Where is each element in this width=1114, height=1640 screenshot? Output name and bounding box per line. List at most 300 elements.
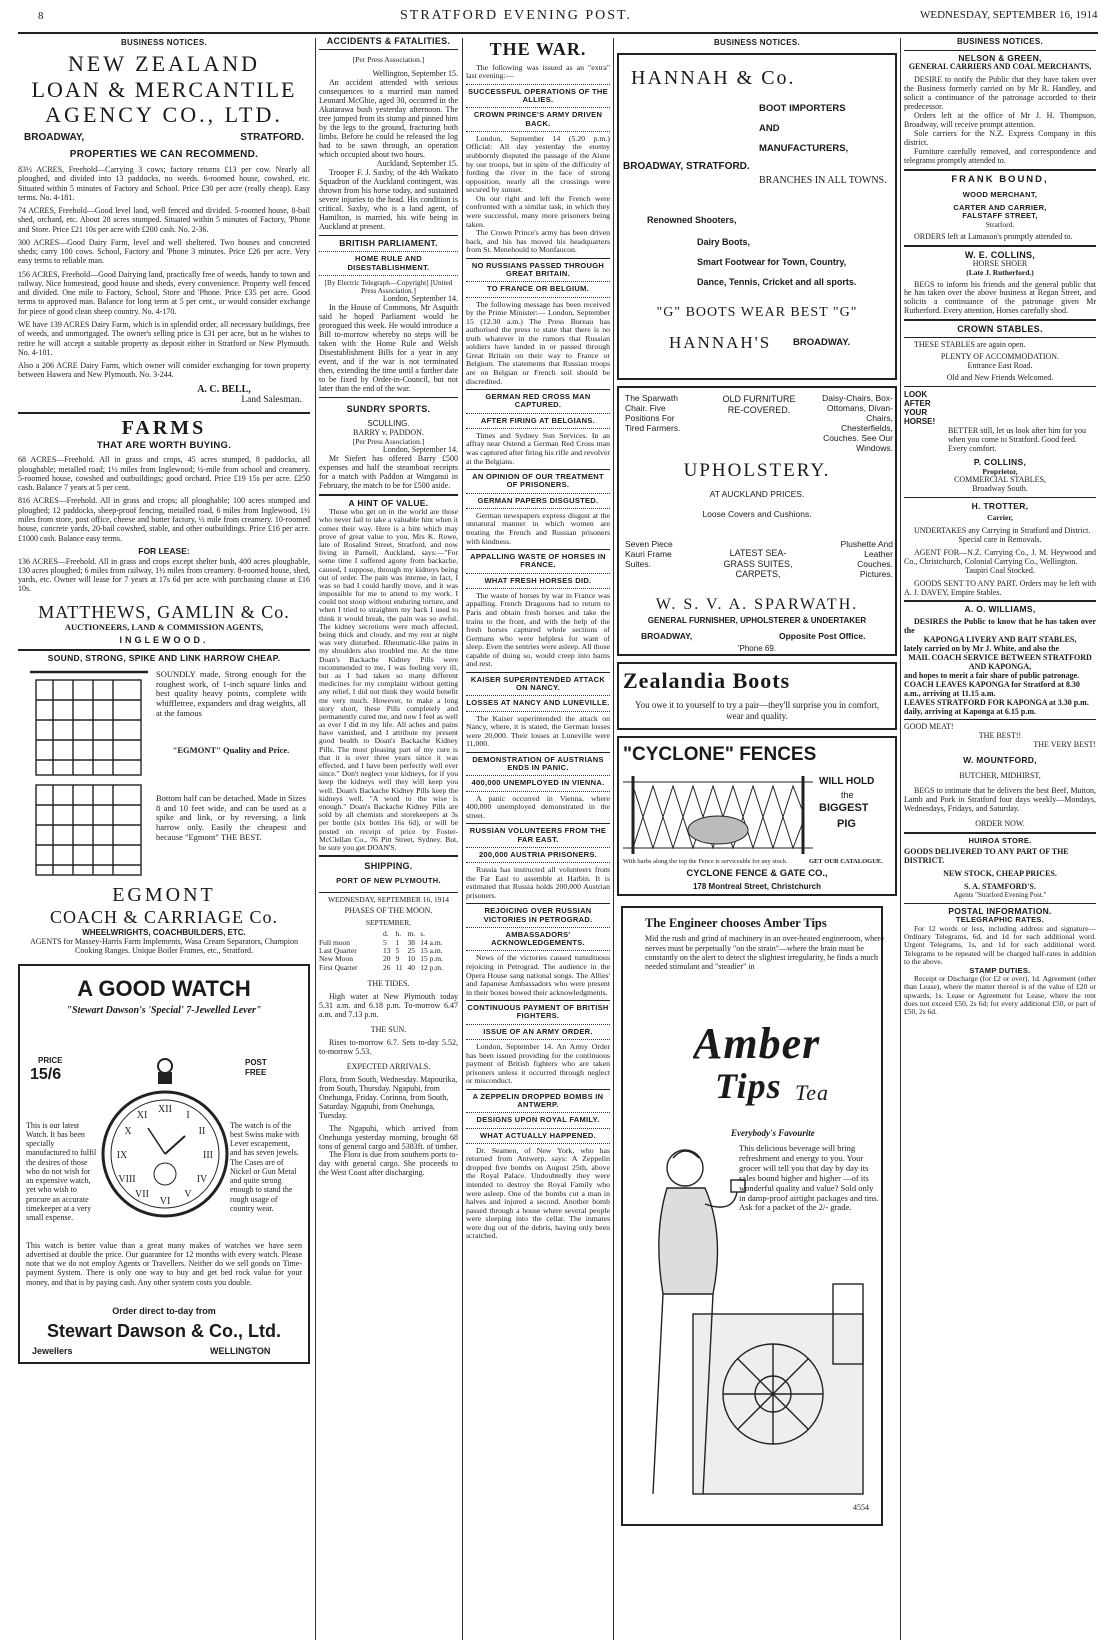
phone-number: 'Phone 69.	[737, 644, 776, 654]
sparwath-chair: The Sparwath Chair. Five Positions For Tired Farmers.	[625, 394, 681, 433]
engineer-illustration	[633, 1144, 883, 1514]
page-mark: 8	[38, 10, 44, 22]
divider	[904, 169, 1096, 171]
late-rutherford: (Late J. Rutherford.)	[966, 268, 1034, 278]
news-text: The Kaiser superintended the attack on Nancy, where, it is stated, the German losses were 20,000. Their losses at Luneville were 11,000.	[466, 713, 610, 749]
boot-line-1: Renowned Shooters,	[647, 215, 737, 226]
news-heading: REJOICING OVER RUSSIAN VICTORIES IN PETROGRAD.	[483, 906, 593, 924]
we-collins-text: BEGS to inform his friends and the general public that he has taken over the above business at Regan Street, and solicits a continuance of the patronage given Mr Rutherford. Every attention, Horses carefully shod.	[904, 279, 1096, 316]
arrivals-text-2: The Ngapuhi, which arrived from Onehunga yesterday morning, brought 68 tons of general cargo and 5383ft. of timber.	[319, 1123, 458, 1151]
divider	[466, 389, 610, 390]
good-meat: GOOD MEAT!	[904, 722, 954, 732]
shipping-heading: SHIPPING.	[364, 861, 413, 872]
nelson-green-trade: GENERAL CARRIERS AND COAL MERCHANTS,	[908, 62, 1092, 72]
williams-text: LEAVES STRATFORD FOR KAPONGA at 3.30 p.m. daily, arriving at Kaponga at 6.15 p.m.	[904, 697, 1089, 716]
divider	[18, 412, 310, 414]
svg-text:VI: VI	[159, 1195, 171, 1207]
huiroa-text: GOODS DELIVERED TO ANY PART OF THE DISTRICT.	[904, 847, 1069, 865]
news-heading: AMBASSADORS' ACKNOWLEDGEMENTS.	[491, 929, 585, 948]
wellington: WELLINGTON	[210, 1345, 271, 1356]
loose-covers: Loose Covers and Cushions.	[702, 510, 812, 520]
news-heading: WHAT ACTUALLY HAPPENED.	[479, 1130, 597, 1140]
table-header: d.	[383, 929, 389, 939]
divider	[466, 1024, 610, 1025]
divider	[319, 892, 458, 893]
property-item: Also a 206 ACRE Dairy Farm, which owner will consider exchanging for town property between Hawera and New Plymouth. No. 3-244.	[18, 361, 310, 380]
accidents-heading: ACCIDENTS & FATALITIES.	[326, 36, 451, 46]
divider	[466, 413, 610, 414]
crown-stables-text: PLENTY OF ACCOMMODATION.	[940, 352, 1060, 362]
divider	[319, 855, 458, 857]
divider	[466, 927, 610, 928]
news-heading: GERMAN RED CROSS MAN CAPTURED.	[485, 392, 591, 410]
parliament-text: In the House of Commons, Mr Asquith said he hoped Parliament would be prorogued this week. He would introduce a Bill to-morrow whereby no steps will be taken with the Home Rule and Welsh Disestablishment Bills for a year in any event, and if the war is not terminated then, extending the time until a further date to be fixed by Order-in-Council, but not later than the end of the war.	[319, 303, 458, 393]
tides-heading: THE TIDES.	[367, 979, 410, 989]
crown-stables-text: THESE STABLES are again open.	[914, 340, 1026, 350]
news-text: London, September 14 (5.20 p.m.) Official: All day yesterday the enemy stubbornly disputed the passage of the Aisne by our troops, but in spite of the difficulty of fording the river in the face of strong opposition, nearly all the crossings were secured by sunset.	[466, 133, 610, 195]
williams-text: DESIRES the Public to know that he has taken over the	[904, 616, 1096, 635]
nelson-green-text: DESIRE to notify the Public that they have taken over the Business formerly carried on by Mr R. Handley, and solicit a continuance of the patronage accorded to their predecessor.	[904, 75, 1096, 112]
we-collins: W. E. COLLINS,	[964, 250, 1036, 261]
sparwath-ad	[617, 386, 897, 656]
press-association: [Per Press Association.]	[352, 55, 425, 65]
column-2	[319, 36, 458, 1636]
nzl-title-3: AGENCY CO., LTD.	[45, 102, 283, 128]
hannahs: HANNAH'S	[669, 333, 772, 353]
zealandia-title: Zealandia Boots	[623, 668, 791, 694]
divider	[18, 649, 310, 651]
carrier: Carrier,	[987, 513, 1013, 523]
accident-2: Trooper F. J. Saxby, of the 4th Waikato Squadron of the Auckland contingent, was thrown from his horse today, and sustained severe injuries to the head. His condition is critical. Saxby, who is a land agent, of Hamilton, is married, his wife being in Auckland at present.	[319, 167, 458, 231]
sports-heading: SUNDRY SPORTS.	[346, 403, 431, 414]
look-after-horse: LOOK AFTER YOUR HORSE!	[904, 390, 936, 427]
watch-left-text: This is our latest Watch. It has been specially manufactured to fulfil the desires of those who do not wish for an expensive watch, yet who wish to procure an accurate timekeeper at a very small expense.	[26, 1120, 97, 1223]
crown-stables-text: Old and New Friends Welcomed.	[946, 373, 1054, 383]
frank-bound-text: ORDERS left at Lamason's promptly attended to.	[914, 232, 1073, 242]
commercial-stables: COMMERCIAL STABLES,	[954, 474, 1046, 484]
svg-text:IV: IV	[196, 1173, 208, 1185]
post-label: POST	[245, 1057, 267, 1067]
parliament-heading: BRITISH PARLIAMENT.	[339, 237, 438, 248]
properties-heading: PROPERTIES WE CAN RECOMMEND.	[69, 149, 259, 161]
zealandia-ad	[617, 662, 897, 730]
telegraphic-rates: TELEGRAPHIC RATES.	[955, 915, 1045, 925]
nelson-green-text: Sole carriers for the N.Z. Express Company in this district.	[904, 129, 1096, 148]
zealandia-text: You owe it to yourself to try a pair—they'll surprise you in comfort, wear and quality.	[635, 700, 879, 721]
column-5	[904, 36, 1096, 1636]
sun-text: Rises to-morrow 6.7. Sets to-day 5.52, to-morrow 5.53.	[319, 1037, 458, 1056]
boot-and: AND	[759, 123, 780, 135]
property-item: 74 ACRES, Freehold—Good level land, well fenced and divided. 5-roomed house, 8-bail shed, orchard, etc. About 28 acres stumped. Situated within 5 minutes of Factory, 'Phone and Store. Price £21 10s per acre with £200 cash. No. 2-36.	[18, 206, 310, 234]
divider	[466, 695, 610, 696]
harrow-text-2: Bottom half can be detached. Made in Sizes 8 and 10 feet wide, and can be used as a spike and link, or by reversing, a link harrow only. Easily the cheapest and because "Egmont" THE BEST.	[156, 793, 306, 843]
divider	[466, 791, 610, 792]
cyclone-address: 178 Montreal Street, Christchurch	[692, 882, 822, 892]
postal-text: For 12 words or less, including address and signature— Ordinary Telegrams, 6d, and 1d for each additional word. Urgent Telegrams, 1s, and 1d for each additional word. Telegrams to be repeated will be charged half-rates in addition to the above.	[904, 923, 1096, 967]
hint-text: Those who get on in the world are those who never fail to take a valuable hint when it comes their way. Here is a hint which may prove of great value to you. Mrs K. Rowe, late of Rosalind Street, Stratford, and now living in Parnell, Auckland, says:—"For some time I suffered agony from backache, caused, I suppose, through my kidneys being out of order. The pain was intense, in fact, I was so bad I could hardly move, and it was impossible for me to attend to my work. I could not stoop without enduring torture, and when I tried to straighten my back I used to think it would break, the pain was so awful. The kidney secretions were much affected, being thick and cloudy, and my rest at night was very disturbed. Rheumatic-like pains in my shoulders also troubled me. At the time Doan's Backache Kidney Pills were recommended to me, I was feeling very ill, but as I had taken so many different medicines for my complaint without getting any relief, I did not think they would benefit me very much. However, to make a long story short, these Pills completely and permanently cured me, and now I feel as well as ever I did in my life. All aches and pains have vanished, and I attribute my present good health to Doan's Backache Kidney Pills. The most pleasing part of my cure is that it is over three years since it was effected, and I have been perfectly well ever since." Don't neglect your kidneys, for if you keep the kidneys well they will keep you well. Doan's Backache Kidney Pills keep the kidneys well. "A word to the wise is enough." Doan's Backache Kidney Pills are sold by all chemists and storekeepers at 3s per bottle (six bottles 16s 6d), or will be posted on receipt of price by Foster-McClellan Co., 76 Pitt Street, Sydney. But, be sure you get DOAN'S.	[319, 507, 458, 852]
egmont-title: EGMONT	[112, 883, 216, 906]
lease-heading: FOR LEASE:	[138, 545, 190, 556]
plushette: Plushette And Leather Couches. Pictures.	[840, 540, 893, 579]
divider	[466, 297, 610, 298]
table-cell: New Moon	[319, 954, 353, 964]
harrow-quality: "EGMONT" Quality and Price.	[172, 745, 290, 755]
nzl-title-1: NEW ZEALAND	[67, 51, 261, 77]
moon-heading: PHASES OF THE MOON.	[344, 905, 433, 915]
war-intro: The following was issued as an "extra" last evening:—	[466, 62, 610, 81]
nzl-title-2: LOAN & MERCANTILE	[31, 76, 297, 102]
news-heading: ISSUE OF AN ARMY ORDER.	[483, 1026, 593, 1036]
p-collins: P. COLLINS,	[973, 457, 1027, 468]
harrow-ad	[18, 664, 310, 894]
wood-merchant: WOOD MERCHANT,	[962, 189, 1038, 199]
news-heading: LOSSES AT NANCY AND LUNEVILLE.	[466, 698, 610, 708]
free-label: FREE	[245, 1067, 267, 1077]
divider	[319, 251, 458, 252]
divider	[466, 823, 610, 824]
williams-text: lately carried on by Mr J. White, and also the	[904, 643, 1060, 653]
svg-text:4554: 4554	[853, 1503, 869, 1513]
farm-item: 816 ACRES—Freehold. All in grass and crops; all ploughable; 100 acres stumped and ploughed; 12 paddocks, sheep-proof fencing, metalled road, 6 miles from Inglewood, 1½ miles from store, post office, cheese and butter factory, ½ mile from creamery. 10-roomed house, concrete yards, 20-bail cowshed, stable, and other outbuildings. Price £16 per acre. £1000 cash. Balance easy terms.	[18, 496, 310, 543]
column-1	[18, 36, 310, 1636]
trotter-text: Special care in Removals.	[958, 534, 1042, 544]
w-mountford: W. MOUNTFORD,	[963, 755, 1037, 766]
watch-price: 15/6	[30, 1065, 62, 1083]
crown-stables: CROWN STABLES.	[957, 324, 1043, 335]
cyclone-ad	[617, 736, 897, 896]
boot-line-4: Dance, Tennis, Cricket and all sports.	[697, 277, 857, 288]
butcher-midhirst: BUTCHER, MIDHIRST,	[959, 770, 1041, 780]
news-text: Times and Sydney Sun Services. In an affray near Ostend a German Red Cross man was captured after firing his rifle and revolver at the Belgians.	[466, 430, 610, 466]
stewart-dawson: Stewart Dawson & Co., Ltd.	[46, 1320, 282, 1341]
harrow-heading: SOUND, STRONG, SPIKE AND LINK HARROW CHEAP.	[47, 652, 281, 663]
column-rule	[900, 38, 901, 1640]
watch-subtitle: "Stewart Dawson's 'Special' 7-Jewelled Lever"	[66, 1005, 262, 1017]
table-row	[319, 964, 458, 972]
news-heading: AFTER FIRING AT BELGIANS.	[480, 415, 596, 425]
table-cell: 25	[407, 946, 415, 956]
divider	[466, 950, 610, 951]
huiroa-store: HUIROA STORE.	[968, 835, 1032, 845]
property-item: 156 ACRES, Freehold—Good Dairying land, practically free of weeds, handy to town and railway. Nice homestead, good house and sheds, every convenience. Property well fenced and divided. One mile to Factory, School, Store and 'Phone. Price £35 per acre. Good terms to approved man. Balance for long term at 5 per cent., or would consider exchange for piece of good clean sheep country. No. 4-170.	[18, 269, 310, 316]
war-title: THE WAR.	[489, 39, 587, 59]
look-after-text: BETTER still, let us look after him for you when you come to Stratford. Good feed. Every comfort.	[948, 426, 1086, 454]
news-heading: DESIGNS UPON ROYAL FAMILY.	[476, 1115, 600, 1125]
news-heading: CONTINUOUS PAYMENT OF BRITISH FIGHTERS.	[467, 1003, 609, 1021]
the-very-best: THE VERY BEST!	[1033, 740, 1096, 750]
nzl-address	[24, 132, 304, 144]
table-header: m.	[407, 929, 416, 939]
divider	[319, 235, 458, 236]
opposite-post-office: Opposite Post Office.	[779, 632, 866, 642]
farms-list	[18, 455, 310, 542]
table-cell: 13	[383, 946, 391, 956]
sculling-heading: SCULLING.	[367, 418, 410, 428]
press-association: [Per Press Association.]	[352, 436, 425, 446]
news-heading: TO FRANCE OR BELGIUM.	[487, 284, 589, 294]
order-now: ORDER NOW.	[975, 818, 1025, 828]
ao-williams: A. O. WILLIAMS,	[964, 604, 1036, 615]
jewellers: Jewellers	[32, 1345, 73, 1356]
divider	[904, 497, 1096, 498]
paper-date: WEDNESDAY, SEPTEMBER 16, 1914	[920, 9, 1098, 21]
svg-text:VIII: VIII	[118, 1173, 136, 1185]
trotter-text: Taupiri Coal Stocked.	[965, 565, 1035, 575]
dateline: Auckland, September 15.	[376, 159, 458, 168]
divider	[466, 588, 610, 589]
agent-title: Land Salesman.	[241, 395, 302, 406]
amber-text: Mid the rush and grind of machinery in an over-heated engineroom, where nerves must be perpetually "on the strain"—where the brain must be constantly on the alert to detect the slightest irregularity, he finds a much needed stimulant and "steadier" in	[645, 934, 884, 972]
dateline: London, September 14.	[382, 294, 458, 304]
amber-tea: Tea	[795, 1080, 829, 1106]
lease-text: 136 ACRES—Freehold. All in grass and crops except shelter bush, 400 acres ploughable, 130 acres ploughed; 6 miles from railway, 1½ miles from creamery. 8-roomed house, shed, yards, etc. Owner will lease for 7 years at 17s 6d per acre with purchasing clause at £16 10s.	[18, 556, 310, 594]
svg-text:V: V	[184, 1188, 192, 1200]
news-heading: KAISER SUPERINTENDED ATTACK ON NANCY.	[470, 674, 606, 693]
cyclone-pig: PIG	[837, 818, 856, 831]
amber-tips: Tips	[715, 1066, 782, 1107]
huiroa-text: NEW STOCK, CHEAP PRICES.	[943, 868, 1057, 878]
recovered: OLD FURNITURE RE-COVERED.	[722, 394, 796, 415]
williams-text: and hopes to merit a fair share of public patronage.	[904, 670, 1080, 680]
news-heading: DEMONSTRATION OF AUSTRIANS ENDS IN PANIC.	[472, 754, 604, 773]
divider	[466, 847, 610, 848]
look-after-ad	[904, 391, 1096, 454]
divider	[466, 107, 610, 108]
table-cell: 14 a.m.	[420, 937, 443, 947]
boot-manufacturers: MANUFACTURERS,	[759, 143, 849, 155]
column-rule	[315, 38, 316, 1640]
table-cell: Last Quarter	[319, 946, 357, 956]
cyclone-will-hold: WILL HOLD	[819, 776, 875, 788]
horse-shoer: HORSE SHOER	[972, 259, 1028, 269]
svg-text:II: II	[198, 1125, 206, 1137]
column-rule	[613, 38, 614, 1640]
divider	[466, 1143, 610, 1144]
news-text: A panic occurred in Vienna, where 400,000 unemployed demonstrated in the street.	[466, 793, 610, 820]
wsva-sparwath: W. S. V. A. SPARWATH.	[655, 596, 859, 614]
news-heading: AN OPINION OF OUR TREATMENT OF PRISONERS.	[472, 472, 604, 490]
news-heading: GERMAN PAPERS DISGUSTED.	[477, 495, 599, 505]
mg-title: MATTHEWS, GAMLIN & Co.	[38, 601, 290, 622]
table-cell: 15 p.m.	[420, 954, 443, 964]
accident-1: An accident attended with serious consequences to a married man named Leonard McGhie, aged 30, occurred in the Akatarawa bush yesterday afternoon. The tree jumped from its stump and pinned him by the legs to the ground, fracturing both limbs. Before he could be released the log had to be sawn through, an operation which occupied about two hours.	[319, 78, 458, 160]
svg-text:XI: XI	[136, 1109, 148, 1121]
nelson-green-text: Furniture carefully removed, and correspondence and telegrams promptly attended to.	[904, 147, 1096, 165]
seagrass-suites: LATEST SEA-GRASS SUITES, CARPETS,	[723, 548, 793, 580]
column-3	[466, 36, 610, 1636]
news-text: German newspapers express disgust at the unnatural manner in which women are treating the French and Russian prisoners with kindness.	[466, 510, 610, 546]
trotter-text: GOODS SENT TO ANY PART. Orders may be left with A. J. DAVEY, Empire Stables.	[904, 578, 1096, 597]
news-text: The waste of horses by war in France was appalling. French Dragoons had to return to Paris and obtain fresh horses and take the trains to the front, and with the help of the fresh horses captured whole sections of Germans who were helpless for want of sleep. Even the sentries were asleep. All those capable of doing so, would creep into barns and rest.	[466, 590, 610, 669]
cyclone-title: "CYCLONE" FENCES	[623, 744, 817, 766]
cyclone-catalogue: GET OUR CATALOGUE.	[809, 858, 883, 866]
nelson-green-text: Orders left at the office of Mr J. H. Thompson, Broadway, will receive prompt attention.	[904, 111, 1096, 130]
divider	[904, 245, 1096, 247]
table-cell: 5	[395, 946, 400, 956]
table-cell: 15 a.m.	[420, 946, 443, 956]
moon-table	[319, 930, 458, 972]
williams-text: MAIL COACH SERVICE BETWEEN STRATFORD AND KAPONGA,	[908, 652, 1092, 671]
farms-title: FARMS	[121, 417, 207, 440]
table-cell: 1	[395, 937, 400, 947]
cyclone-biggest: BIGGEST	[819, 802, 869, 815]
stamp-text: Receipt or Discharge (for £2 or over), 1d. Agreement (other than Lease), where the matter thereof is of the value of £20 or upwards, 1s. Lease or Agreement for Lease, where the rent does not exceed £50, 2s 6d; for every additional £50, or part of £50, 2s 6d.	[904, 973, 1096, 1017]
column-4	[617, 36, 897, 1636]
agent-name: A. C. BELL,	[197, 383, 251, 395]
pocket-watch-illustration	[100, 1054, 230, 1229]
amber-favourite: Everybody's Favourite	[731, 1128, 815, 1139]
divider	[466, 131, 610, 132]
news-heading: APPALLING WASTE OF HORSES IN FRANCE.	[470, 552, 606, 570]
section-heading: BUSINESS NOTICES.	[713, 38, 800, 47]
svg-text:IX: IX	[116, 1149, 128, 1161]
masthead-rule	[18, 32, 1098, 34]
news-text: News of the victories caused tumultuous rejoicing in Petrograd. The audience in the Opera House sang national songs. The Allies' and Japanese Ambassadors who were present in their boxes bowed their acknowledgments.	[466, 953, 610, 997]
column-rule	[462, 38, 463, 1640]
trotter-text: UNDERTAKES any Carrying in Stratford and District.	[914, 525, 1091, 535]
news-heading: 200,000 AUSTRIA PRISONERS.	[478, 849, 598, 859]
news-heading: NO RUSSIANS PASSED THROUGH GREAT BRITAIN.	[471, 260, 605, 279]
amber-headline: The Engineer chooses Amber Tips	[645, 916, 827, 931]
mountford-text: BEGS to intimate that he delivers the best Beef, Mutton, Lamb and Pork in Stratford four days weekly—Mondays, Wednesdays, Fridays, and Saturday.	[904, 785, 1096, 813]
divider	[319, 397, 458, 398]
hannahs-broadway: BROADWAY.	[793, 337, 851, 349]
farms-subtitle: THAT ARE WORTH BUYING.	[96, 440, 232, 452]
frank-bound: FRANK BOUND,	[951, 173, 1049, 185]
egmont-agents: AGENTS for Massey-Harris Farm Implements, Wasa Cream Separators, Champion Cooking Ranges. Unique Boiler Frames, etc., Stratford.	[29, 937, 299, 956]
property-item: 300 ACRES—Good Dairy Farm, level and well sheltered. Two houses and concreted sheds; carry 100 cows. School, Factory and 'Phone 3 minutes. Price £26 per acre. Very easy terms to reliable man.	[18, 237, 310, 266]
mg-sub: AUCTIONEERS, LAND & COMMISSION AGENTS,	[64, 621, 264, 632]
table-cell: Full moon	[319, 937, 351, 947]
svg-text:X: X	[124, 1125, 132, 1137]
sculling-text: Mr Siefert has offered Barry £500 expenses and half the steamboat receipts for a match with Paddon at Wanganui in February, the match to be for £500 aside.	[319, 453, 458, 490]
boot-importers: BOOT IMPORTERS	[759, 103, 846, 115]
egmont-trade: WHEELWRIGHTS, COACHBUILDERS, ETC.	[82, 927, 246, 937]
divider	[466, 1089, 610, 1090]
dateline: Wellington, September 15.	[372, 69, 458, 79]
news-text: Dr. Seamen, of New York, who has returned from Antwerp, says: A Zeppelin dropped five bombs on August 25th, above the Royal Palace. Undoubtedly they were intended to destroy the Royal Family who were asleep. One of the bombs cut a man in halves and injured a second. Another bomb passed through a house where several people were sleeping into the cellar. The inmates were dug out of the debris, having only been scratched.	[466, 1145, 610, 1241]
divider	[319, 275, 458, 276]
shipping-date: WEDNESDAY, SEPTEMBER 16, 1914	[327, 894, 450, 904]
svg-text:VII: VII	[135, 1188, 149, 1200]
divider	[466, 711, 610, 712]
stamford: S. A. STAMFORD'S.	[964, 881, 1036, 891]
divider	[466, 1112, 610, 1113]
divider	[466, 549, 610, 550]
upholstery: UPHOLSTERY.	[683, 460, 831, 482]
news-text: The Crown Prince's army has been driven back, and his has moved his headquarters from St. Menehould to Monfaucon.	[466, 228, 610, 255]
divider	[466, 573, 610, 574]
dateline: London, September 14.	[382, 444, 458, 454]
divider	[904, 719, 1096, 720]
table-cell: 9	[395, 954, 400, 964]
port-heading: PORT OF NEW PLYMOUTH.	[336, 876, 441, 886]
property-item: 83½ ACRES, Freehold—Carrying 3 cows; factory returns £13 per cow. Nearly all ploughed, and divided into 13 paddocks, no weeds. 6-roomed house, cowshed, etc. Situated within 5 minutes of Factory and School. Price £30 per acre (really cheap). Easy terms. No. 4-181.	[18, 165, 310, 202]
table-cell: 10	[407, 954, 415, 964]
table-header: s.	[420, 929, 426, 939]
news-text: The following message has been received by the Prime Minister:— London, September 15 (12.30 a.m.) The Press Bureau has authorised the press to state that there is no truth whatever in the rumors that Russian soldiers have landed in or passed through Great Britain on their way to France or Belgium. The statements that Russian troops are on Belgian or French soil should be discredited.	[466, 299, 610, 386]
divider	[466, 862, 610, 863]
divider	[466, 1128, 610, 1129]
divider	[466, 469, 610, 470]
paper-title: STRATFORD EVENING POST.	[400, 8, 633, 23]
kauri-suites: Seven Piece Kauri Frame Suites.	[625, 540, 673, 569]
nelson-green: NELSON & GREEN,	[958, 52, 1042, 63]
table-cell: 5	[383, 937, 387, 947]
divider	[904, 832, 1096, 834]
divider	[904, 319, 1096, 321]
amber-description: This delicious beverage will bring refreshment and energy to you. Your grocer will tell you that day by day its sales bound higher and higher —of its wonderful quality and value? Sold only in damp-proof airtight packages and tins. Ask for a packet of the 2/- grade.	[739, 1144, 879, 1213]
divider	[466, 84, 610, 85]
divider	[466, 281, 610, 282]
stamp-duties: STAMP DUTIES.	[969, 965, 1031, 975]
table-cell: First Quarter	[319, 962, 358, 972]
divider	[904, 337, 1096, 338]
news-heading: 400,000 UNEMPLOYED IN VIENNA.	[471, 778, 605, 788]
hannah-title: HANNAH & Co.	[631, 67, 796, 90]
farm-item: 68 ACRES—Freehold. All in grass and crops, 45 acres stumped, 8 paddocks, all ploughable; metalled road; 1½ miles from Inglewood; ½-mile from school and creamery. 5-roomed house, cowshed and outbuildings; good orchard. Price £19 15s per acre. £250 cash. Balance 7 years at 5 per cent.	[18, 455, 310, 493]
tides-text: High water at New Plymouth today 5.31 a.m. and 6.18 p.m. To-morrow 6.47 a.m. and 7.13 p.m.	[319, 992, 458, 1020]
cyclone-the: the	[841, 790, 854, 801]
carter-carrier: CARTER AND CARRIER,	[953, 202, 1047, 212]
svg-text:I: I	[186, 1109, 190, 1121]
watch-ad	[18, 964, 310, 1364]
moon-month: SEPTEMBER.	[365, 917, 412, 927]
news-text: On our right and left the French were confronted with a similar task, in which they were successful, many more prisoners being taken.	[466, 193, 610, 229]
divider	[466, 1000, 610, 1001]
svg-text:III: III	[203, 1149, 213, 1161]
trotter-text: AGENT FOR—N.Z. Carrying Co., J. M. Heywood and Co., Christchurch, Colonial Carrying Co., Wellington.	[904, 547, 1096, 566]
news-text: London, September 14. An Army Order has been issued providing for the continuous payment of British fighters who are taken prisoners unless it occurred through neglect or misconduct.	[466, 1041, 610, 1086]
frank-bound-town: Stratford.	[985, 219, 1015, 229]
fence-illustration	[623, 772, 813, 856]
auckland-prices: AT AUCKLAND PRICES.	[709, 490, 805, 500]
cyclone-company: CYCLONE FENCE & GATE CO.,	[686, 868, 828, 880]
egmont-co: COACH & CARRIAGE Co.	[49, 906, 279, 927]
h-trotter: H. TROTTER,	[971, 500, 1029, 511]
hint-heading: A HINT OF VALUE.	[348, 497, 429, 508]
sun-heading: THE SUN.	[370, 1025, 407, 1035]
divider	[904, 386, 1096, 387]
nzl-stratford: STRATFORD.	[240, 131, 304, 143]
section-heading: BUSINESS NOTICES.	[956, 37, 1043, 46]
amber-tips-ad	[621, 906, 883, 1526]
sparwath-broadway: BROADWAY,	[641, 632, 693, 642]
sculling-sub: BARRY v. PADDON.	[353, 427, 424, 437]
divider	[319, 494, 458, 496]
price-label: PRICE	[38, 1055, 63, 1065]
divider	[466, 1039, 610, 1040]
parliament-sub: HOME RULE AND DISESTABLISHMENT.	[347, 254, 430, 272]
daisy-chairs: Daisy-Chairs, Box-Ottomans, Divan-Chairs, Chesterfields, Couches. See Our Windows.	[822, 394, 893, 453]
mg-town: INGLEWOOD.	[119, 635, 209, 646]
arrivals-text-3: The Flora is due from southern ports to-day with general cargo. She proceeds to the West Coast after discharging.	[319, 1150, 458, 1178]
divider	[904, 600, 1096, 602]
arrivals-heading: EXPECTED ARRIVALS.	[346, 1061, 431, 1071]
nzl-broadway: BROADWAY,	[24, 131, 85, 143]
properties-list	[18, 165, 310, 380]
news-heading: A ZEPPELIN DROPPED BOMBS IN ANTWERP.	[472, 1091, 604, 1110]
divider	[904, 903, 1096, 904]
news-text: Russia has instructed all volunteers from the Far East to assemble at Harbin. It is estimated that Russia holds 200,000 Austrian prisoners.	[466, 865, 610, 900]
table-cell: 11	[395, 962, 403, 972]
amber-brand: Amber	[693, 1019, 821, 1069]
cyclone-note: With barbs along the top the Fence is serviceable for any stock.	[623, 858, 788, 866]
post-agents: Agents "Stratford Evening Post."	[953, 890, 1047, 899]
table-cell: 40	[407, 962, 415, 972]
williams-text: COACH LEAVES KAPONGA for Stratford at 8.30 a.m., arriving at 11.15 a.m.	[904, 679, 1080, 698]
divider	[466, 672, 610, 673]
